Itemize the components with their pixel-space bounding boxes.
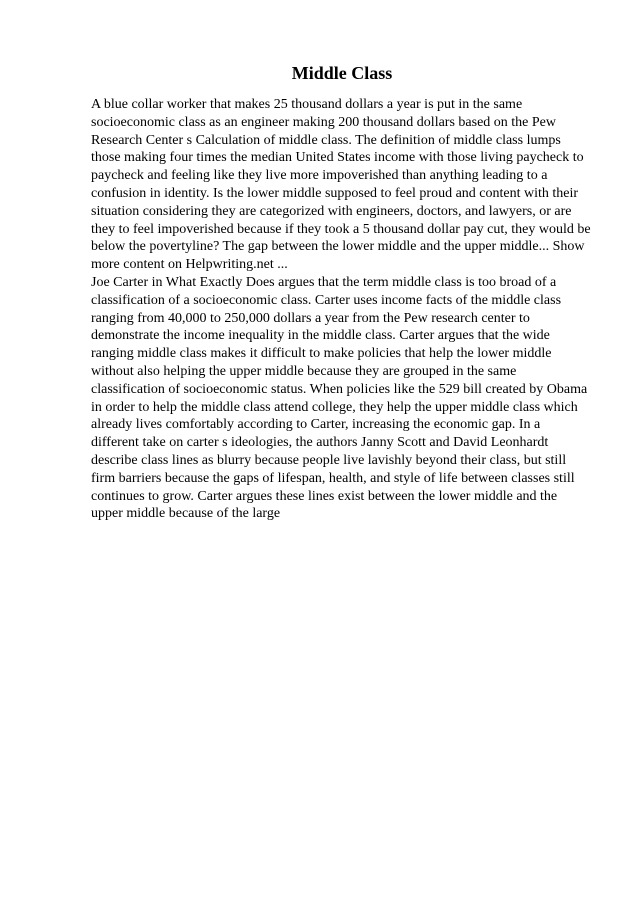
document-title: Middle Class bbox=[291, 63, 393, 83]
paragraph-1: A blue collar worker that makes 25 thousand dollars a year is put in the same socioeconomic class as an engineer making 200 thousand dollars based on the Pew Research Center s Calculation of middle class. The definition of middle class lumps those making four times the median United States income with those living paycheck to paycheck and feeling like they live more impoverished than anything leading to a confusion in identity. Is the lower middle supposed to feel proud and content with their situation considering they are categorized with engineers, doctors, and lawyers, or are they to feel impoverished because if they took a 5 thousand dollar pay cut, they would be below the povertyline? The gap between the lower middle and the upper middle... Show more content on Helpwriting.net ... bbox=[91, 97, 591, 273]
paragraph-2: Joe Carter in What Exactly Does argues that the term middle class is too broad of a classification of a socioeconomic class. Carter uses income facts of the middle class ranging from 40,000 to 250,000 dollars a year from the Pew research center to demonstrate the income inequality in the middle class. Carter argues that the wide ranging middle class makes it difficult to make policies that help the lower middle without also helping the upper middle because they are grouped in the same classification of socioeconomic status. When policies like the 529 bill created by Obama in order to help the middle class attend college, they help the upper middle class which already lives comfortably according to Carter, increasing the economic gap. In a different take on carter s ideologies, the authors Janny Scott and David Leonhardt describe class lines as blurry because people live lavishly beyond their class, but still firm barriers because the gaps of lifespan, health, and style of life between classes still continues to grow. Carter argues these lines exist between the lower middle and the upper middle because of the large bbox=[91, 274, 588, 522]
document-body bbox=[91, 96, 591, 523]
